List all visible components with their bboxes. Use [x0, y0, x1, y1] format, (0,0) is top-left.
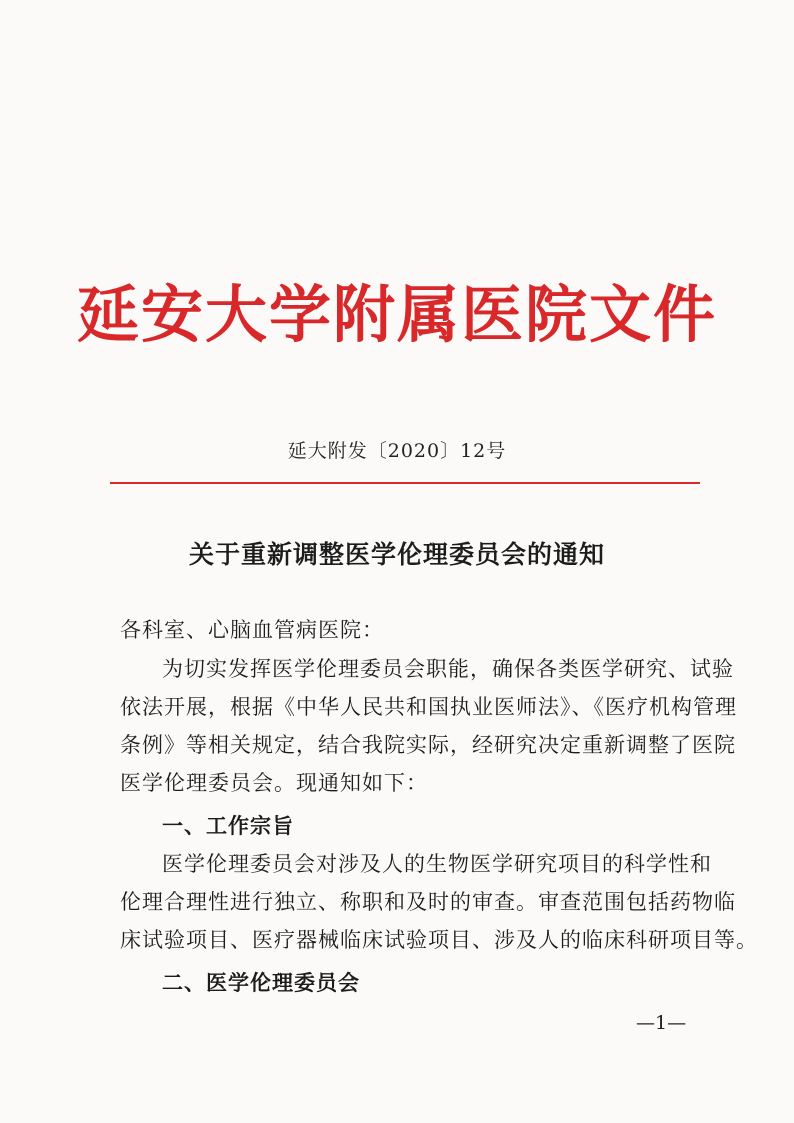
document-number: 延大附发〔2020〕12号 — [287, 440, 507, 462]
red-separator-line — [110, 482, 700, 484]
page-number: —1— — [636, 1012, 687, 1034]
document-header-title: 延安大学附属医院文件 — [76, 278, 717, 351]
paragraph-line: 伦理合理性进行独立、称职和及时的审查。审查范围包括药物临 — [120, 890, 736, 914]
back-page-bleed-through — [175, 130, 775, 650]
notice-title: 关于重新调整医学伦理委员会的通知 — [188, 540, 605, 569]
section-heading: 二、医学伦理委员会 — [162, 971, 360, 995]
paragraph-line: 医学伦理委员会对涉及人的生物医学研究项目的科学性和 — [162, 852, 712, 876]
section-heading: 一、工作宗旨 — [162, 814, 294, 838]
paragraph-line: 条例》等相关规定，结合我院实际，经研究决定重新调整了医院 — [120, 733, 736, 757]
salutation: 各科室、心脑血管病医院： — [120, 618, 384, 642]
paragraph-line: 医学伦理委员会。现通知如下： — [120, 771, 428, 795]
paragraph-line: 床试验项目、医疗器械临床试验项目、涉及人的临床科研项目等。 — [120, 928, 758, 952]
paragraph-line: 依法开展，根据《中华人民共和国执业医师法》、《医疗机构管理 — [120, 695, 737, 719]
paragraph-line: 为切实发挥医学伦理委员会职能，确保各类医学研究、试验 — [162, 657, 734, 681]
